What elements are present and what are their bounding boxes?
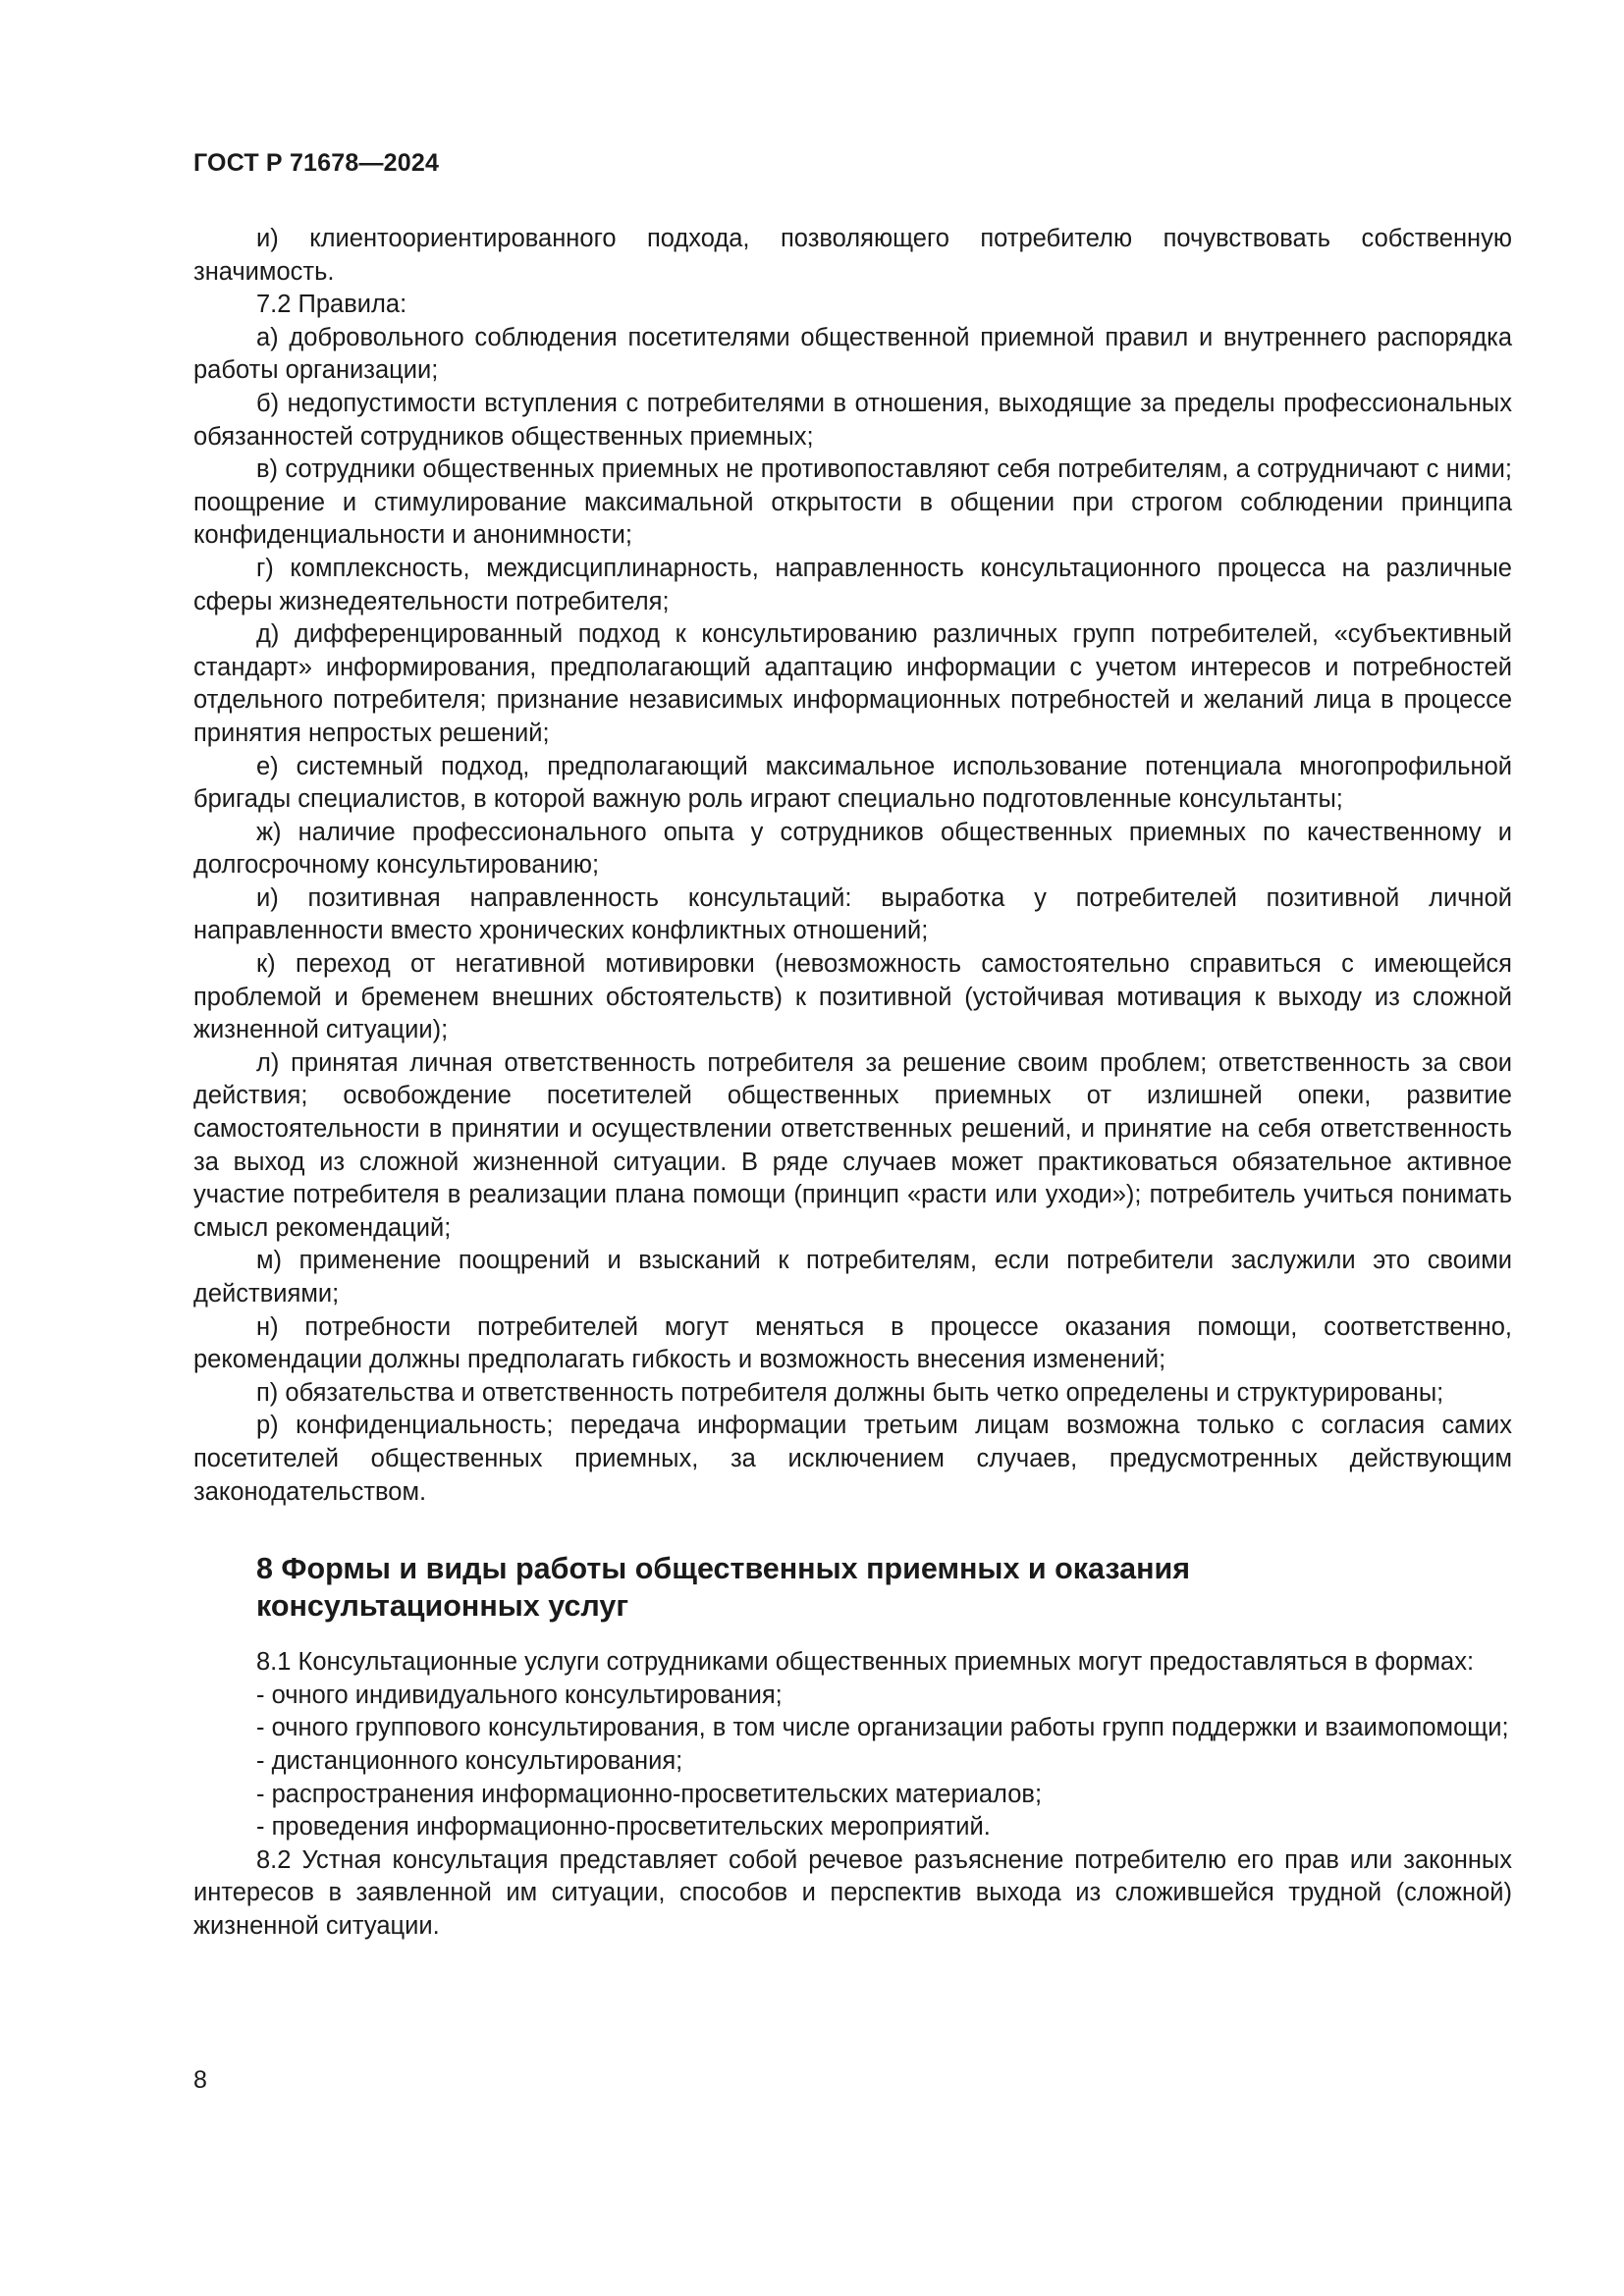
- paragraph-7-2-a: а) добровольного соблюдения посетителями общественной приемной правил и внутреннего распорядка работы организации;: [193, 323, 1512, 385]
- paragraph-7-2-r: р) конфиденциальность; передача информации третьим лицам возможна только с согласия самих посетителей общественных приемных, за исключением случаев, предусмотренных действующим законодательством.: [193, 1412, 1512, 1506]
- paragraph-7-2-l: л) принятая личная ответственность потребителя за решение своим проблем; ответственность за свои действия; освобождение посетителей общественных приемных от излишней опеки, развитие самостоятельности в принятии и осуществлении ответственных решений, и принятие на себя ответственность за выход из сложной жизненной ситуации. В ряде случаев может практиковаться обязательное активное участие потребителя в реализации плана помощи (принцип «расти или уходи»); потребитель учиться понимать смысл рекомендаций;: [193, 1048, 1512, 1242]
- list-item-events: - проведения информационно-просветительских мероприятий.: [256, 1813, 991, 1842]
- section-8-heading: [256, 1551, 1512, 1625]
- paragraph-7-2-b: б) недопустимости вступления с потребителями в отношения, выходящие за пределы профессиональных обязанностей сотрудников общественных приемных;: [193, 389, 1512, 451]
- paragraph-7-2-n: н) потребности потребителей могут меняться в процессе оказания помощи, соответственно, рекомендации должны предполагать гибкость и возможность внесения изменений;: [193, 1312, 1512, 1374]
- page-number: 8: [193, 2066, 207, 2094]
- paragraph-7-2-p: п) обязательства и ответственность потребителя должны быть четко определены и структурированы;: [256, 1378, 1444, 1407]
- paragraph-7-2-zh: ж) наличие профессионального опыта у сотрудников общественных приемных по качественному и долгосрочному консультированию;: [193, 818, 1512, 880]
- list-item-distribution: - распространения информационно-просветительских материалов;: [256, 1780, 1043, 1808]
- list-item-individual: - очного индивидуального консультирования;: [256, 1681, 783, 1709]
- paragraph-7-2-e: е) системный подход, предполагающий максимальное использование потенциала многопрофильной бригады специалистов, в которой важную роль играют специально подготовленные консультанты;: [193, 752, 1512, 814]
- paragraph-8-2: 8.2 Устная консультация представляет собой речевое разъяснение потребителю его прав или законных интересов в заявленной им ситуации, способов и перспектив выхода из сложившейся трудной (сложной) жизненной ситуации.: [193, 1845, 1512, 1940]
- paragraph-7-2-k: к) переход от негативной мотивировки (невозможность самостоятельно справиться с имеющейся проблемой и бременем внешних обстоятельств) к позитивной (устойчивая мотивация к выходу из сложной жизненной ситуации);: [193, 950, 1512, 1044]
- paragraph-7-2-g: г) комплексность, междисциплинарность, направленность консультационного процесса на различные сферы жизнедеятельности потребителя;: [193, 554, 1512, 615]
- list-item-group: - очного группового консультирования, в том числе организации работы групп поддержки и взаимопомощи;: [256, 1714, 1509, 1742]
- paragraph-7-2-m: м) применение поощрений и взысканий к потребителям, если потребители заслужили это своими действиями;: [193, 1247, 1512, 1308]
- paragraph-7-2-i: и) позитивная направленность консультаций: выработка у потребителей позитивной личной направленности вместо хронических конфликтных отношений;: [193, 883, 1512, 945]
- document-code-header: ГОСТ Р 71678—2024: [193, 149, 440, 177]
- paragraph-7-2-v: в) сотрудники общественных приемных не противопоставляют себя потребителям, а сотрудничают с ними; поощрение и стимулирование максимальной открытости в общении при строгом соблюдении принципа конфиденциальности и анонимности;: [193, 455, 1512, 550]
- document-body: [193, 223, 1512, 1944]
- section-8-heading-line1: 8 Формы и виды работы общественных приемных и оказания: [256, 1552, 1191, 1586]
- paragraph-7-2-title: 7.2 Правила:: [256, 291, 407, 319]
- list-item-remote: - дистанционного консультирования;: [256, 1746, 683, 1775]
- paragraph-7-1-i: и) клиентоориентированного подхода, позволяющего потребителю почувствовать собственную значимость.: [193, 225, 1512, 286]
- paragraph-8-1: 8.1 Консультационные услуги сотрудниками общественных приемных могут предоставляться в формах:: [256, 1648, 1475, 1677]
- section-8-heading-line2: консультационных услуг: [256, 1588, 629, 1623]
- paragraph-7-2-d: д) дифференцированный подход к консультированию различных групп потребителей, «субъективный стандарт» информирования, предполагающий адаптацию информации с учетом интересов и потребностей отдельного потребителя; признание независимых информационных потребностей и желаний лица в процессе принятия непростых решений;: [193, 620, 1512, 747]
